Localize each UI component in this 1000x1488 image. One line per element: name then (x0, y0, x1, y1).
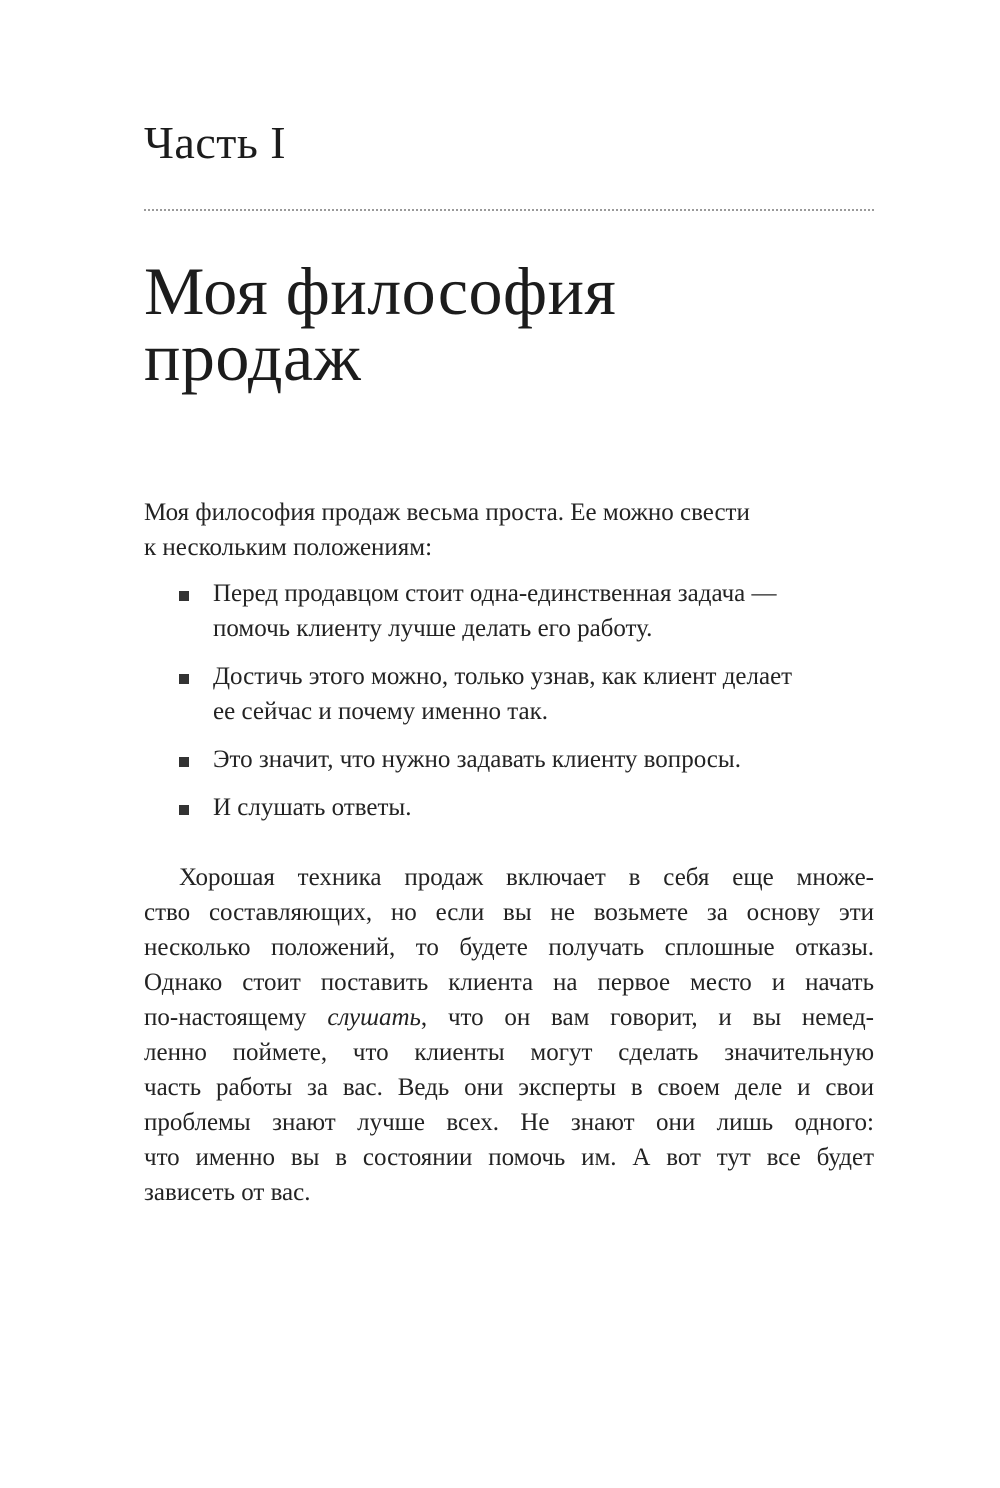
list-item (144, 576, 874, 646)
list-item (144, 742, 874, 777)
list-item-line: И слушать ответы. (213, 794, 412, 821)
paragraph-line: часть работы за вас. Ведь они эксперты в своем деле и свои (144, 1074, 874, 1101)
part-label: Часть I (144, 117, 287, 168)
paragraph-line: Хорошая техника продаж включает в себя еще множе- (179, 864, 874, 891)
list-item-line: Перед продавцом стоит одна-единственная задача — (213, 580, 777, 607)
list-item-line: помочь клиенту лучше делать его работу. (213, 615, 653, 642)
list-item (144, 790, 874, 825)
list-item-line: ее сейчас и почему именно так. (213, 698, 548, 725)
paragraph-line: несколько положений, то будете получать сплошные отказы. (144, 934, 874, 961)
chapter-title-line: продаж (144, 319, 362, 395)
emphasized-word: слушать (327, 1004, 421, 1031)
square-bullet-icon (179, 805, 189, 815)
paragraph-text: по-настоящему (144, 1004, 328, 1031)
intro-line: Моя философия продаж весьма проста. Ее можно свести (144, 499, 750, 526)
list-item-line: Достичь этого можно, только узнав, как клиент делает (213, 663, 793, 690)
paragraph-line (144, 1000, 874, 1035)
paragraph-line: ленно поймете, что клиенты могут сделать значительную (144, 1039, 874, 1066)
paragraph-line: ство составляющих, но если вы не возьмете за основу эти (144, 899, 874, 926)
intro-line: к нескольким положениям: (144, 534, 433, 561)
square-bullet-icon (179, 757, 189, 767)
list-item (144, 659, 874, 729)
dotted-divider (144, 209, 874, 211)
square-bullet-icon (179, 591, 189, 601)
square-bullet-icon (179, 674, 189, 684)
principles-list (144, 576, 874, 838)
chapter-title (144, 253, 874, 395)
paragraph-line: Однако стоит поставить клиента на первое место и начать (144, 969, 874, 996)
paragraph-line: зависеть от вас. (144, 1179, 311, 1206)
body-paragraph (144, 860, 874, 1210)
intro-paragraph (144, 495, 874, 565)
chapter-title-line: Моя философия (144, 253, 617, 329)
paragraph-line: что именно вы в состоянии помочь им. А вот тут все будет (144, 1144, 874, 1171)
paragraph-text: , что он вам говорит, и вы немед- (420, 1004, 875, 1031)
paragraph-line: проблемы знают лучше всех. Не знают они лишь одного: (144, 1109, 874, 1136)
list-item-line: Это значит, что нужно задавать клиенту вопросы. (213, 746, 741, 773)
